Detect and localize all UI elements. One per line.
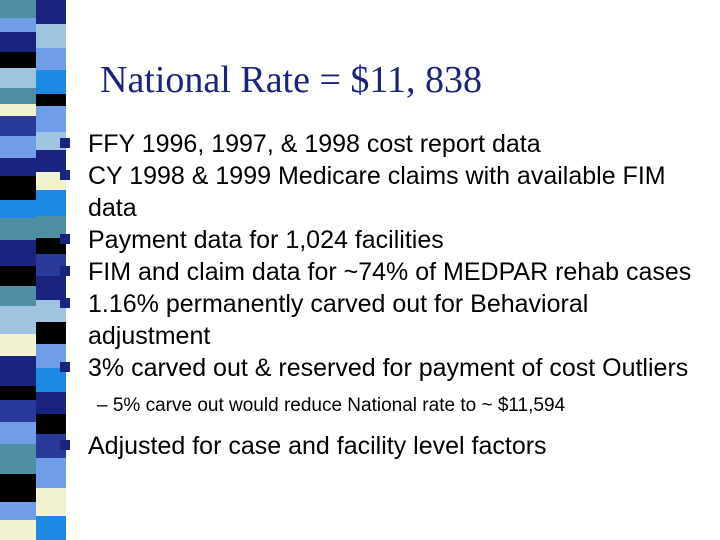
- strip-block: [0, 286, 36, 306]
- slide-title: National Rate = $11, 838: [100, 59, 483, 101]
- strip-block: [0, 116, 36, 136]
- bullet-text: CY 1998 & 1999 Medicare claims with available FIM data: [88, 162, 666, 222]
- sub-bullet-item: [60, 392, 710, 420]
- strip-block: [0, 334, 36, 356]
- square-bullet-icon: [60, 266, 70, 276]
- strip-block: [0, 88, 36, 104]
- strip-block: [0, 158, 36, 176]
- bullet-item: [60, 224, 710, 256]
- bullet-list: [60, 128, 710, 462]
- strip-block: [36, 94, 66, 106]
- square-bullet-icon: [60, 440, 70, 450]
- strip-block: [0, 386, 36, 400]
- strip-block: [0, 444, 36, 474]
- strip-block: [0, 32, 36, 52]
- bullet-text: 3% carved out & reserved for payment of cost Outliers: [88, 354, 689, 382]
- bullet-item: [60, 160, 710, 224]
- bullet-text: FIM and claim data for ~74% of MEDPAR rehab cases: [88, 258, 692, 286]
- strip-block: [0, 400, 36, 422]
- bullet-item: [60, 256, 710, 288]
- strip-block: [36, 24, 66, 48]
- strip-block: [0, 266, 36, 286]
- bullet-item: [60, 430, 710, 462]
- strip-block: [0, 136, 36, 158]
- strip-block: [0, 18, 36, 32]
- strip-block: [0, 176, 36, 200]
- strip-block: [0, 422, 36, 444]
- bullet-text: 1.16% permanently carved out for Behavioral adjustment: [88, 290, 589, 350]
- bullet-text: Adjusted for case and facility level factors: [88, 432, 547, 460]
- square-bullet-icon: [60, 298, 70, 308]
- bullet-item: [60, 288, 710, 352]
- bullet-text: FFY 1996, 1997, & 1998 cost report data: [88, 130, 541, 158]
- strip-block: [0, 200, 36, 218]
- strip-block: [0, 104, 36, 116]
- strip-block: [36, 458, 66, 488]
- strip-block: [36, 0, 66, 24]
- square-bullet-icon: [60, 362, 70, 372]
- strip-block: [0, 52, 36, 68]
- strip-block: [0, 356, 36, 386]
- strip-block: [0, 474, 36, 502]
- strip-block: [36, 70, 66, 94]
- strip-block: [0, 240, 36, 266]
- bullet-item: [60, 128, 710, 160]
- bullet-item: [60, 352, 710, 384]
- square-bullet-icon: [60, 138, 70, 148]
- strip-block: [0, 68, 36, 88]
- strip-block: [36, 48, 66, 70]
- strip-block: [0, 520, 36, 540]
- strip-block: [0, 0, 36, 18]
- strip-block: [36, 516, 66, 540]
- strip-block: [0, 502, 36, 520]
- square-bullet-icon: [60, 170, 70, 180]
- square-bullet-icon: [60, 234, 70, 244]
- strip-block: [0, 218, 36, 240]
- sub-bullet-text: – 5% carve out would reduce National rate to ~ $11,594: [97, 395, 566, 416]
- strip-block: [36, 488, 66, 516]
- strip-block: [0, 306, 36, 334]
- bullet-text: Payment data for 1,024 facilities: [88, 226, 444, 254]
